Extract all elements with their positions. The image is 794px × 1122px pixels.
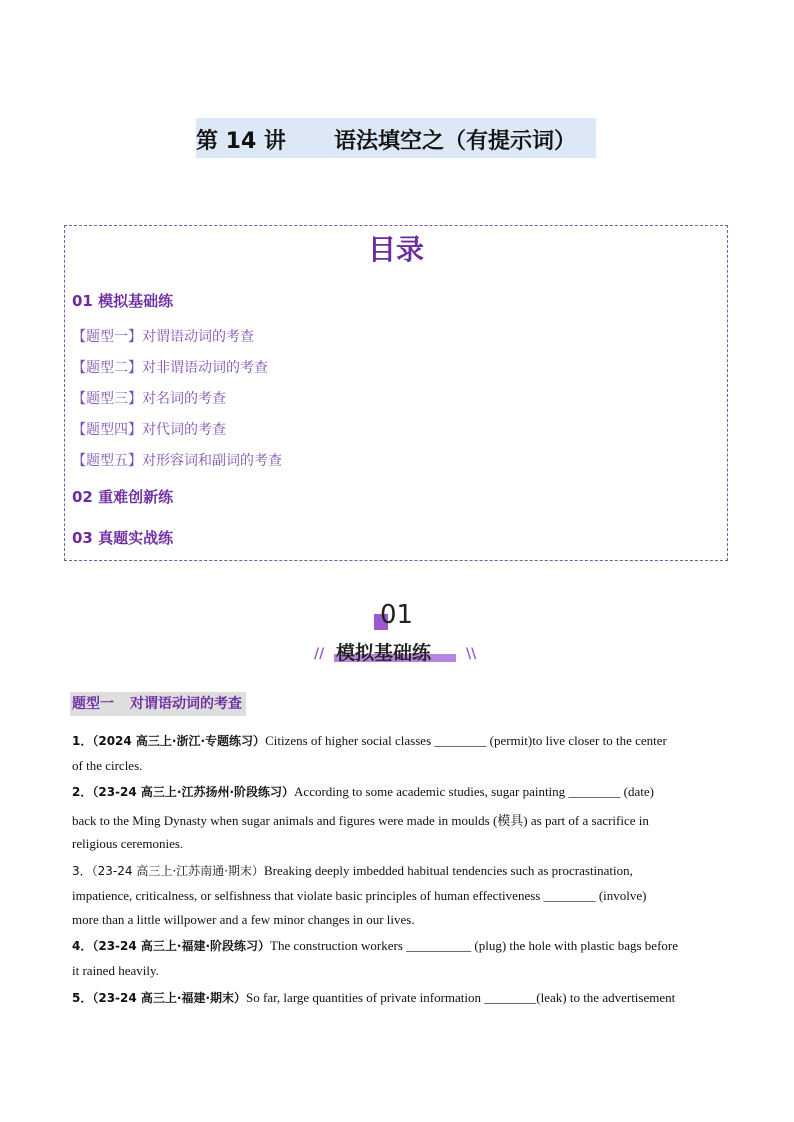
question-source: （23-24 高三上·福建·阶段练习） — [92, 939, 271, 953]
question-source: （23-24 高三上·江苏扬州·阶段练习） — [92, 785, 295, 799]
question-type-label: 题型一 — [72, 696, 114, 712]
section-number — [370, 600, 426, 634]
question-number: 4． — [72, 939, 93, 953]
question-number: 1． — [72, 734, 93, 748]
question-3-line-2: impatience, criticalness, or selfishness that violate basic principles of human effectiveness ________ (involve) — [72, 888, 647, 903]
question-text: Citizens of higher social classes ________ (permit)to live closer to the center — [265, 733, 667, 748]
section-title-text: 模拟基础练 — [336, 642, 432, 664]
toc-section-3[interactable]: 03 真题实战练 — [72, 529, 174, 547]
toc-item-type-2[interactable]: 【题型二】对非谓语动词的考查 — [72, 360, 268, 376]
question-text: According to some academic studies, sugar painting ________ (date) — [294, 784, 654, 799]
question-text: The construction workers __________ (plug) the hole with plastic bags before — [270, 938, 679, 953]
toc-item-type-4[interactable]: 【题型四】对代词的考查 — [72, 422, 226, 438]
question-type-heading — [70, 692, 246, 716]
toc-section-1[interactable]: 01 模拟基础练 — [72, 292, 174, 310]
question-2 — [72, 783, 654, 800]
toc-item-type-3[interactable]: 【题型三】对名词的考查 — [72, 391, 226, 407]
section-title — [310, 638, 480, 666]
question-2-line-3: religious ceremonies. — [72, 836, 184, 851]
section-slash-right: \\ — [466, 646, 477, 662]
question-number: 5． — [72, 991, 93, 1005]
document-title — [196, 118, 596, 158]
question-text: Breaking deeply imbedded habitual tendencies such as procrastination, — [263, 863, 633, 878]
question-2-line-2: back to the Ming Dynasty when sugar animals and figures were made in moulds (模具) as part of a sacrifice in — [72, 813, 649, 828]
question-number: 3． — [72, 864, 92, 878]
question-type-text: 对谓语动词的考查 — [130, 696, 242, 712]
question-3 — [72, 862, 633, 879]
question-source: （23-24 高三上·江苏南通·期末） — [91, 864, 264, 878]
question-text: So far, large quantities of private information ________(leak) to the advertisement — [246, 990, 676, 1005]
lecture-topic: 语法填空之（有提示词） — [334, 129, 577, 154]
question-1-line-2: of the circles. — [72, 758, 143, 773]
table-of-contents — [64, 225, 728, 561]
question-4 — [72, 937, 678, 954]
toc-section-2[interactable]: 02 重难创新练 — [72, 488, 174, 506]
question-source: （23-24 高三上·福建·期末） — [92, 991, 247, 1005]
question-3-line-3: more than a little willpower and a few minor changes in our lives. — [72, 912, 415, 927]
question-source: （2024 高三上·浙江·专题练习） — [92, 734, 266, 748]
section-number-text: 01 — [380, 600, 414, 630]
question-4-line-2: it rained heavily. — [72, 963, 159, 978]
section-slash-left: // — [314, 646, 325, 662]
lecture-number: 第 14 讲 — [196, 129, 286, 154]
question-1 — [72, 732, 667, 749]
toc-heading: 目录 — [367, 233, 424, 266]
toc-item-type-5[interactable]: 【题型五】对形容词和副词的考查 — [72, 453, 282, 469]
toc-item-type-1[interactable]: 【题型一】对谓语动词的考查 — [72, 329, 254, 345]
question-number: 2． — [72, 785, 93, 799]
question-5 — [72, 989, 675, 1006]
